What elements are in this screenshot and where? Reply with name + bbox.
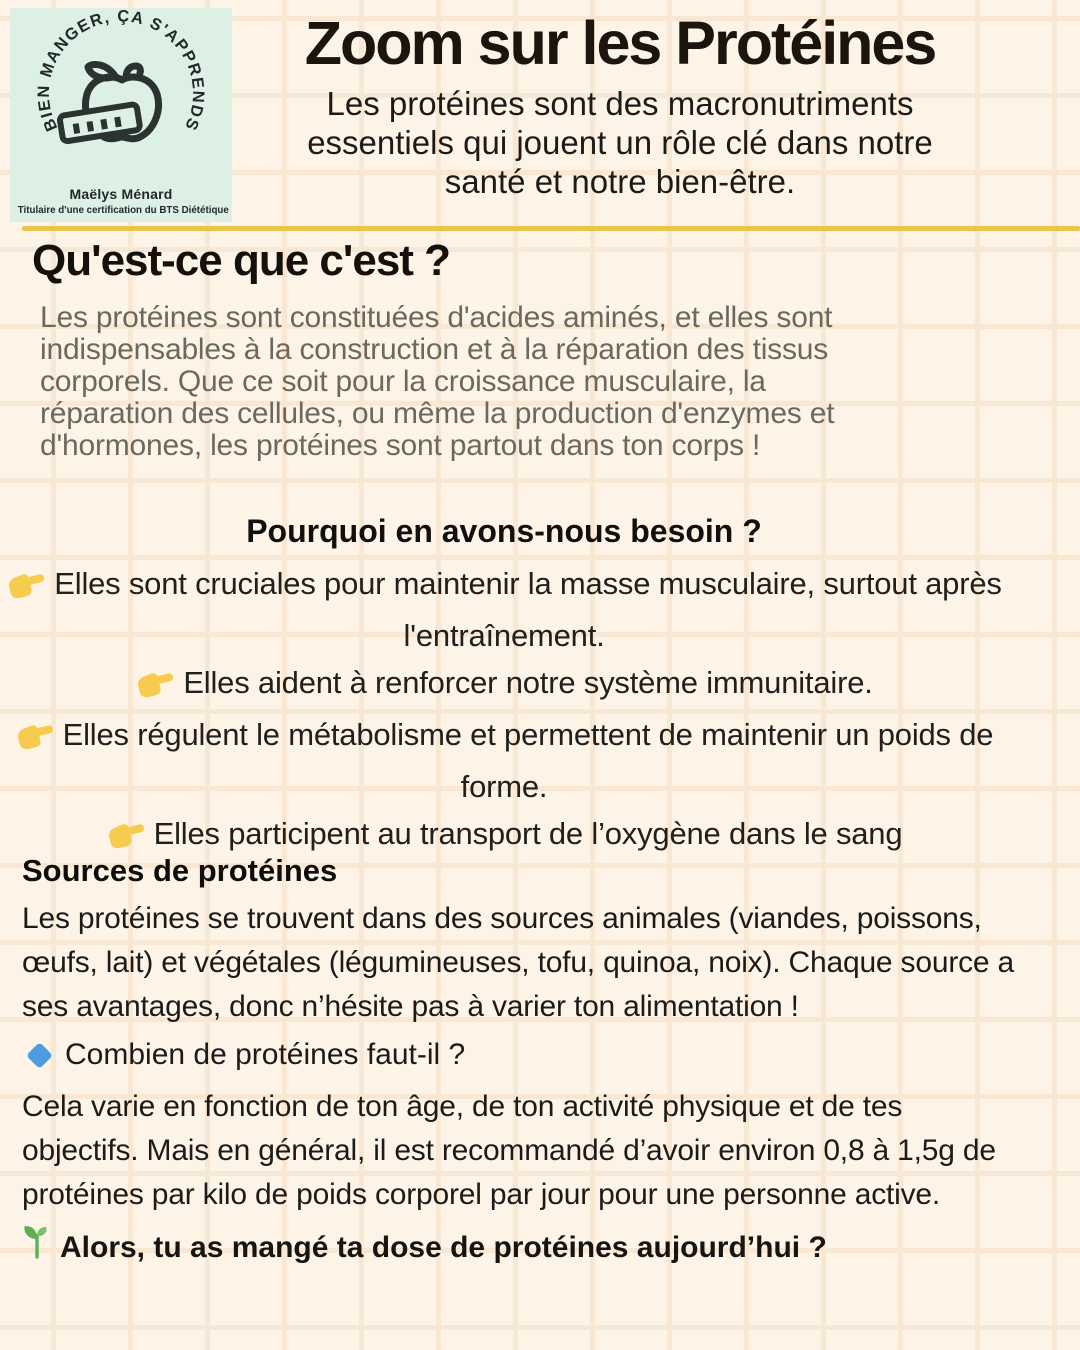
subtitle-line: santé et notre bien-être.: [444, 163, 796, 200]
definition-body: Les protéines sont constituées d'acides aminés, et elles sont indispensables à la construction et à la réparation des tissus corporels. Que ce soit pour la croissance musculaire, la réparation des cellules, ou même la production d'enzymes et d'hormones, les protéines sont partout dans ton corps !: [40, 301, 835, 462]
section-definition: [32, 236, 962, 462]
sources-heading: Sources de protéines: [22, 853, 338, 888]
why-bullet-text: Elles aident à renforcer notre système immunitaire.: [183, 665, 873, 700]
pointing-right-finger-icon: [6, 565, 46, 612]
subtitle-line: Les protéines sont des macronutriments: [326, 85, 914, 122]
brand-author: Maëlys Ménard: [69, 186, 173, 202]
brand-logo-card: [10, 8, 232, 222]
brand-logo-mark: [10, 10, 232, 184]
brand-apple-icon: [59, 64, 158, 141]
sources-body: Les protéines se trouvent dans des sources animales (viandes, poissons, œufs, lait) et végétales (légumineuses, tofu, quinoa, noix). Chaque source a ses avantages, donc n’hésite pas à varier ton alimentation !: [22, 902, 1015, 1023]
closing-line: [22, 1223, 1022, 1272]
why-bullet-text: Elles sont cruciales pour maintenir la masse musculaire, surtout après l'entraînement.: [54, 566, 1002, 653]
closing-text: Alors, tu as mangé ta dose de protéines aujourd’hui ?: [60, 1230, 827, 1264]
page-subtitle: [236, 84, 1004, 201]
header: [236, 8, 1004, 201]
why-bullet-text: Elles participent au transport de l’oxygène dans le sang: [153, 816, 903, 851]
brand-arc-text: BIEN MANGER, ÇA S'APPRENDS: [34, 10, 208, 134]
section-why: [0, 512, 1008, 862]
quantity-answer: Cela varie en fonction de ton âge, de ton activité physique et de tes objectifs. Mais en général, il est recommandé d’avoir environ 0,8 à 1,5g de protéines par kilo de poids corporel par jour pour une personne active.: [22, 1090, 996, 1211]
why-heading: Pourquoi en avons-nous besoin ?: [246, 513, 762, 549]
quantity-question-line: [28, 1033, 1022, 1077]
subtitle-line: essentiels qui jouent un rôle clé dans notre: [307, 124, 933, 161]
why-bullet-text: Elles régulent le métabolisme et permettent de maintenir un poids de forme.: [62, 717, 994, 804]
pointing-right-finger-icon: [15, 716, 55, 763]
brand-credential: Titulaire d'une certification du BTS Diététique: [17, 204, 229, 216]
why-bullet: [0, 659, 1008, 711]
pointing-right-finger-icon: [135, 664, 175, 711]
small-blue-diamond-icon: [26, 1042, 53, 1069]
yellow-divider: [22, 226, 1080, 231]
why-bullet: [0, 711, 1008, 810]
why-bullet: [0, 560, 1008, 659]
seedling-icon: [22, 1223, 52, 1272]
page-title: Zoom sur les Protéines: [304, 9, 936, 77]
definition-heading: Qu'est-ce que c'est ?: [32, 236, 451, 285]
section-sources: [22, 852, 1022, 1272]
quantity-question-text: Combien de protéines faut-il ?: [65, 1038, 466, 1071]
